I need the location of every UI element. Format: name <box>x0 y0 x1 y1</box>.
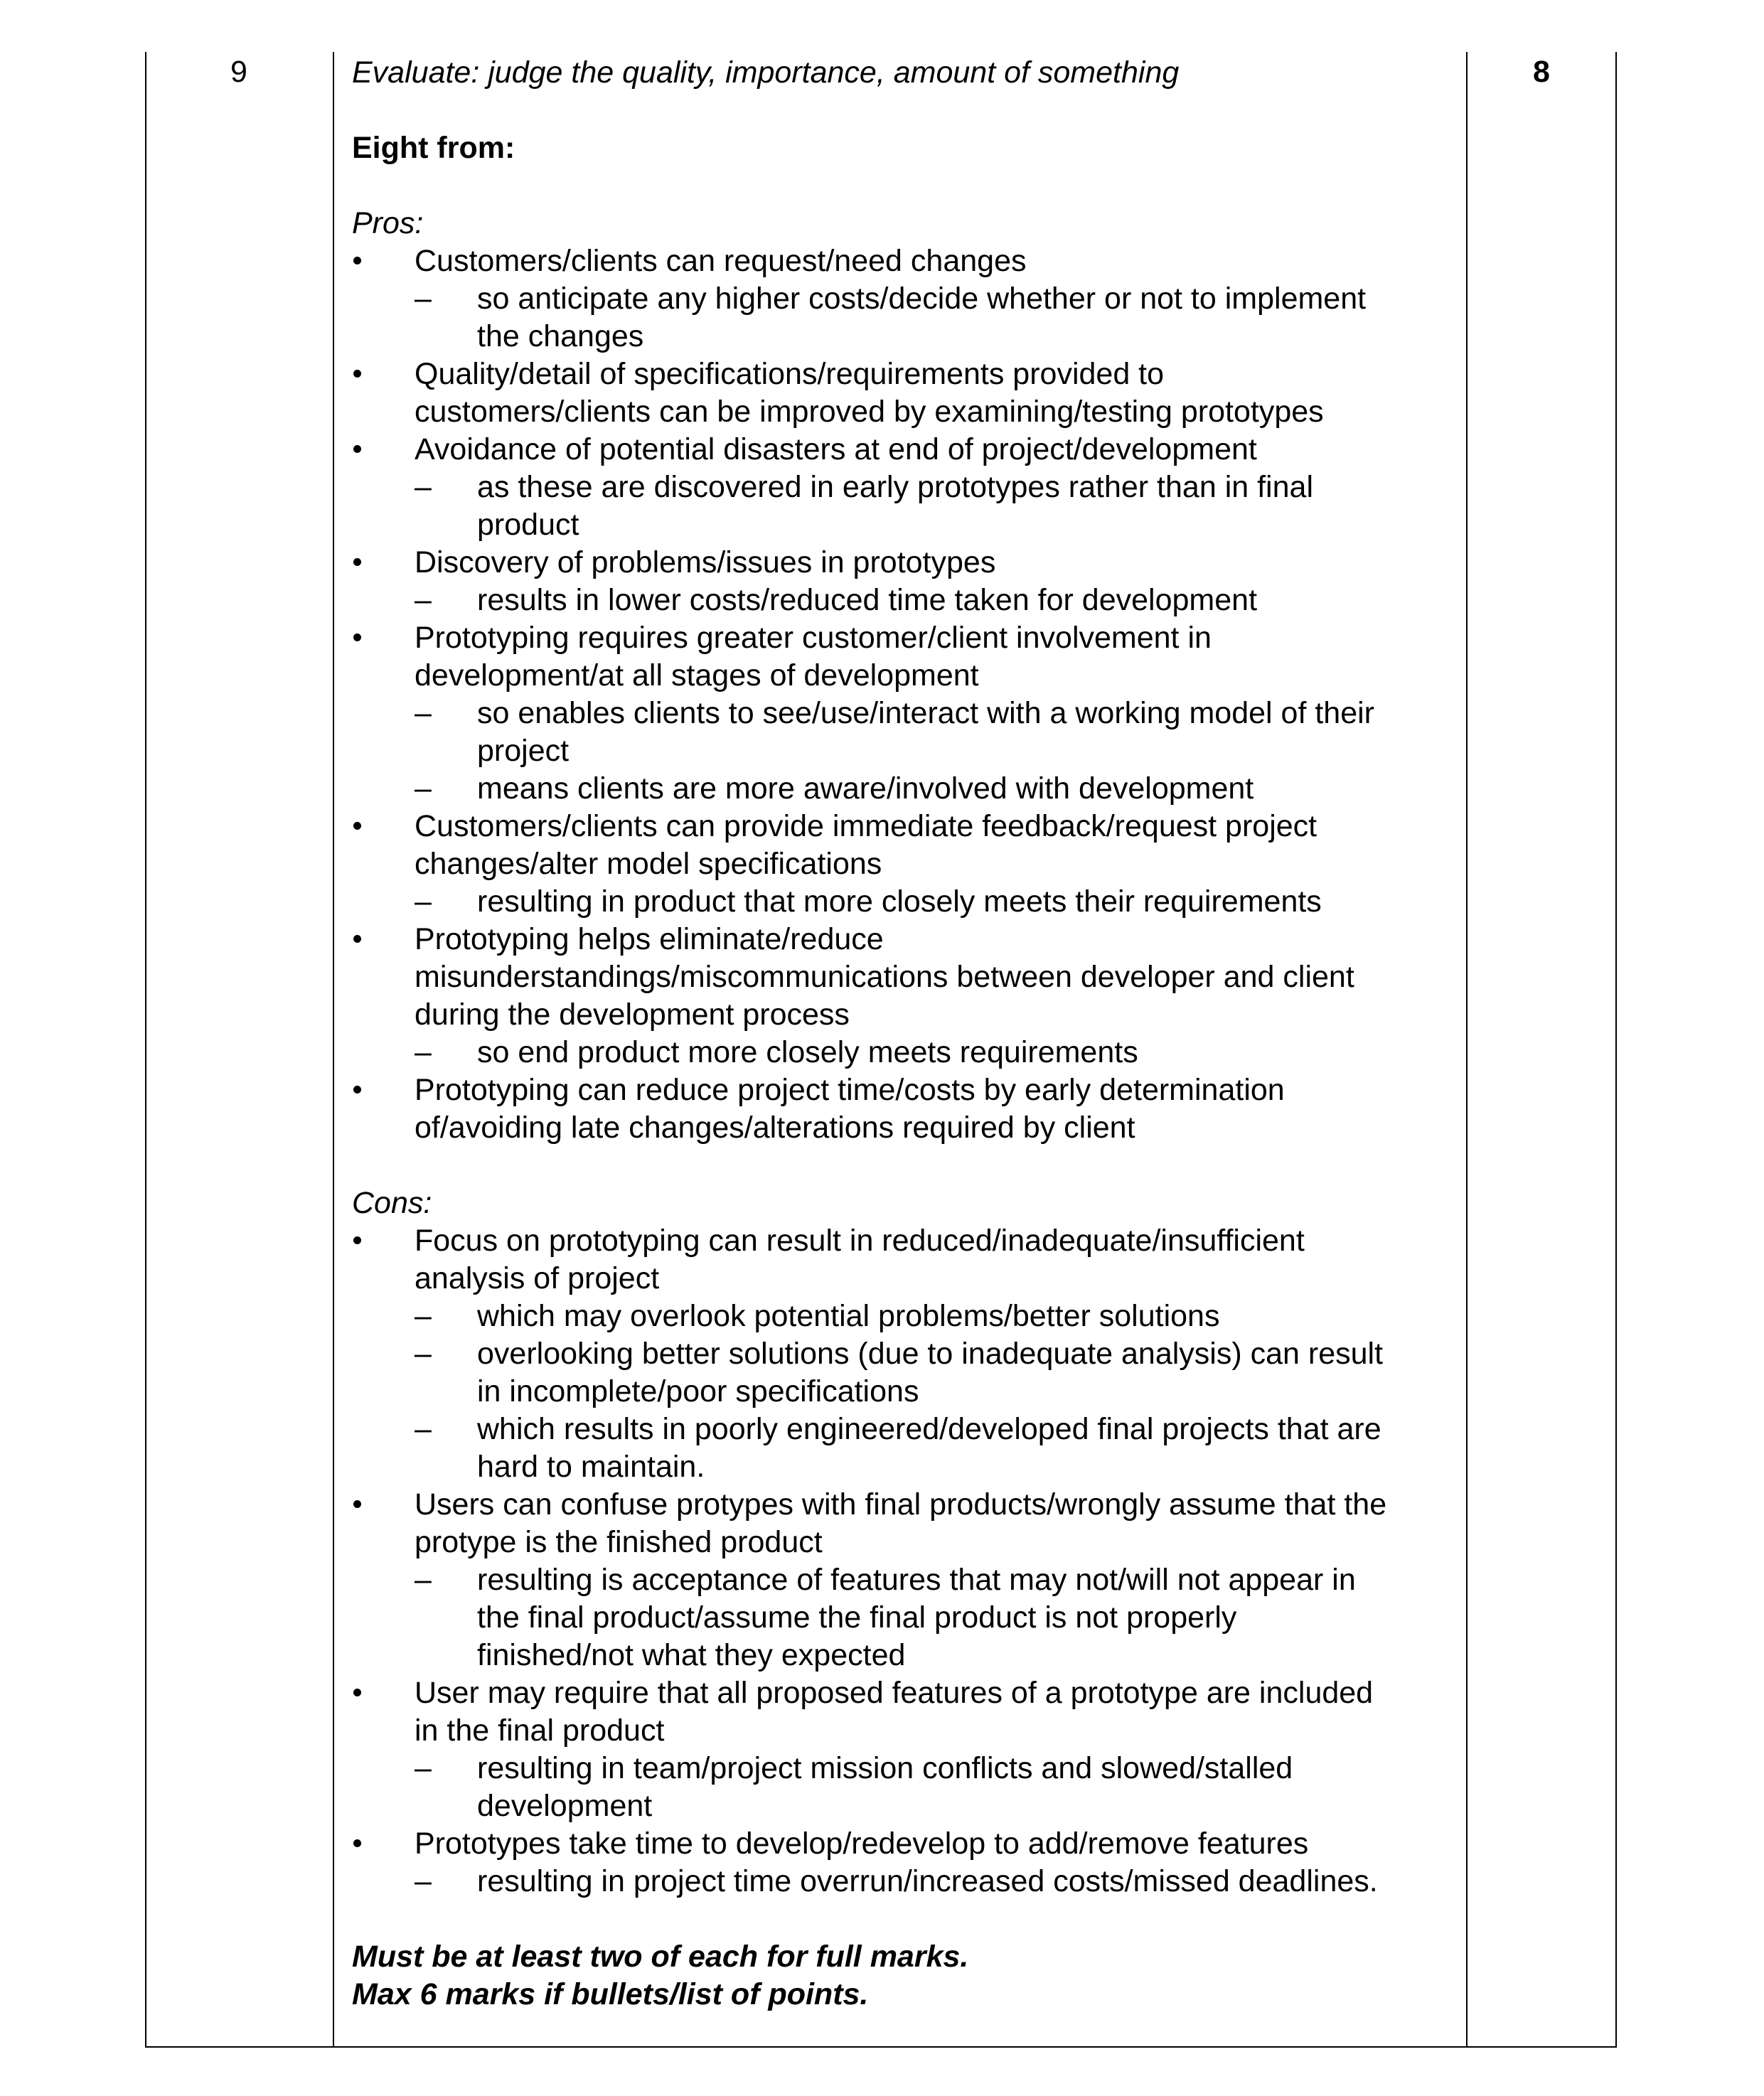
bullet-dot-icon <box>353 808 375 845</box>
list-item-text: of/avoiding late changes/alterations required by client <box>415 1111 1135 1145</box>
list-item-text: Quality/detail of specifications/requirements provided to <box>415 357 1165 391</box>
list-item-text: Prototypes take time to develop/redevelop to add/remove features <box>415 1827 1309 1861</box>
list-item-text: Customers/clients can provide immediate feedback/request project <box>415 809 1317 843</box>
bullet-dot-icon <box>353 1071 375 1109</box>
list-item <box>352 619 1461 695</box>
list-item-text: analysis of project <box>415 1261 660 1295</box>
sub-list-item <box>352 1750 1461 1825</box>
bullet-dot-icon <box>353 619 375 657</box>
sub-list-item <box>352 1335 1461 1411</box>
sub-list-item-text: which may overlook potential problems/better solutions <box>477 1299 1220 1333</box>
sub-list-item-text: which results in poorly engineered/developed final projects that are <box>477 1412 1381 1446</box>
sub-list-item-text: so end product more closely meets requirements <box>477 1035 1138 1069</box>
list-item <box>352 1486 1461 1561</box>
sub-list-item-text: means clients are more aware/involved with development <box>477 771 1254 806</box>
dash-marker: – <box>415 696 432 730</box>
dash-marker: – <box>415 1337 432 1371</box>
sub-list-item-text: so enables clients to see/use/interact with a working model of their <box>477 696 1374 730</box>
bullet-dot-icon <box>353 1674 375 1712</box>
list-item <box>352 355 1461 431</box>
dash-marker: – <box>415 771 432 806</box>
list-item <box>352 921 1461 1034</box>
cons-list <box>352 1222 1461 1900</box>
sub-list-item-text: hard to maintain. <box>477 1450 705 1484</box>
sub-list-item-text: finished/not what they expected <box>477 1638 906 1672</box>
list-item-text: Discovery of problems/issues in prototypes <box>415 545 996 579</box>
sub-list-item-text: resulting in team/project mission conflicts and slowed/stalled <box>477 1751 1293 1785</box>
list-item-text: Prototyping can reduce project time/costs by early determination <box>415 1073 1285 1107</box>
note-text: Must be at least two of each for full marks. <box>352 1940 969 1974</box>
dash-marker: – <box>415 282 432 316</box>
list-item <box>352 1071 1461 1147</box>
dash-marker: – <box>415 1035 432 1069</box>
dash-marker: – <box>415 583 432 617</box>
bullet-dot-icon <box>353 1825 375 1863</box>
list-item-text: Prototyping requires greater customer/client involvement in <box>415 621 1212 655</box>
sub-list-item <box>352 695 1461 770</box>
list-item <box>352 1222 1461 1298</box>
sub-list-item-text: project <box>477 734 570 768</box>
sub-list-item <box>352 1034 1461 1071</box>
list-item <box>352 242 1461 280</box>
bullet-dot-icon <box>353 1222 375 1260</box>
sub-list-item-text: development <box>477 1789 653 1823</box>
column-divider <box>333 52 334 2048</box>
sub-list-item-text: the changes <box>477 319 644 353</box>
list-item-text: development/at all stages of development <box>415 658 979 693</box>
sub-list-item-text: resulting in product that more closely meets their requirements <box>477 884 1322 919</box>
sub-list-item-text: in incomplete/poor specifications <box>477 1374 919 1408</box>
dash-marker: – <box>415 1299 432 1333</box>
sub-list-item-text: so anticipate any higher costs/decide whether or not to implement <box>477 282 1367 316</box>
dash-marker: – <box>415 470 432 504</box>
note-text: Max 6 marks if bullets/list of points. <box>352 1977 869 2011</box>
list-item-text: Customers/clients can request/need changes <box>415 244 1027 278</box>
list-item-text: changes/alter model specifications <box>415 847 882 881</box>
list-item-text: User may require that all proposed features of a prototype are included <box>415 1676 1374 1710</box>
list-item-text: Avoidance of potential disasters at end of project/development <box>415 432 1257 466</box>
pros-heading: Pros: <box>352 206 424 240</box>
list-item <box>352 1825 1461 1863</box>
cons-heading: Cons: <box>352 1186 432 1220</box>
list-item <box>352 544 1461 582</box>
list-item-text: customers/clients can be improved by examining/testing prototypes <box>415 395 1324 429</box>
sub-list-item-text: resulting is acceptance of features that may not/will not appear in <box>477 1563 1356 1597</box>
bullet-dot-icon <box>353 431 375 469</box>
list-item-text: during the development process <box>415 998 850 1032</box>
sub-list-item <box>352 1863 1461 1900</box>
dash-marker: – <box>415 1751 432 1785</box>
list-item-text: Users can confuse protypes with final products/wrongly assume that the <box>415 1487 1387 1522</box>
sub-list-item-text: resulting in project time overrun/increased costs/missed deadlines. <box>477 1864 1378 1898</box>
definition-text: Evaluate: judge the quality, importance, amount of something <box>352 55 1180 90</box>
sub-list-item <box>352 1561 1461 1674</box>
bullet-dot-icon <box>353 355 375 393</box>
list-item <box>352 808 1461 883</box>
sub-list-item-text: as these are discovered in early prototypes rather than in final <box>477 470 1313 504</box>
dash-marker: – <box>415 884 432 919</box>
sub-list-item <box>352 770 1461 808</box>
column-divider <box>1466 52 1468 2048</box>
bullet-dot-icon <box>353 242 375 280</box>
sub-list-item-text: overlooking better solutions (due to inadequate analysis) can result <box>477 1337 1384 1371</box>
list-item <box>352 1674 1461 1750</box>
bullet-dot-icon <box>353 1486 375 1524</box>
bullet-dot-icon <box>353 921 375 958</box>
sub-list-item <box>352 469 1461 544</box>
sub-list-item <box>352 280 1461 355</box>
list-item <box>352 431 1461 469</box>
list-item-text: misunderstandings/miscommunications between developer and client <box>415 960 1354 994</box>
list-item-text: in the final product <box>415 1713 665 1748</box>
sub-list-item-text: product <box>477 508 579 542</box>
list-item-text: Prototyping helps eliminate/reduce <box>415 922 884 956</box>
list-item-text: Focus on prototyping can result in reduced/inadequate/insufficient <box>415 1224 1305 1258</box>
answer-cell <box>352 54 1461 2014</box>
pros-list <box>352 242 1461 1147</box>
sub-list-item-text: results in lower costs/reduced time taken for development <box>477 583 1258 617</box>
sub-list-item-text: the final product/assume the final product is not properly <box>477 1600 1237 1635</box>
sub-list-item <box>352 883 1461 921</box>
question-number: 9 <box>230 55 247 89</box>
sub-list-item <box>352 582 1461 619</box>
sub-list-item <box>352 1411 1461 1486</box>
dash-marker: – <box>415 1563 432 1597</box>
list-item-text: protype is the finished product <box>415 1525 823 1559</box>
dash-marker: – <box>415 1412 432 1446</box>
bullet-dot-icon <box>353 544 375 582</box>
instruction-text: Eight from: <box>352 131 515 165</box>
marks-value: 8 <box>1533 55 1550 89</box>
sub-list-item <box>352 1298 1461 1335</box>
dash-marker: – <box>415 1864 432 1898</box>
